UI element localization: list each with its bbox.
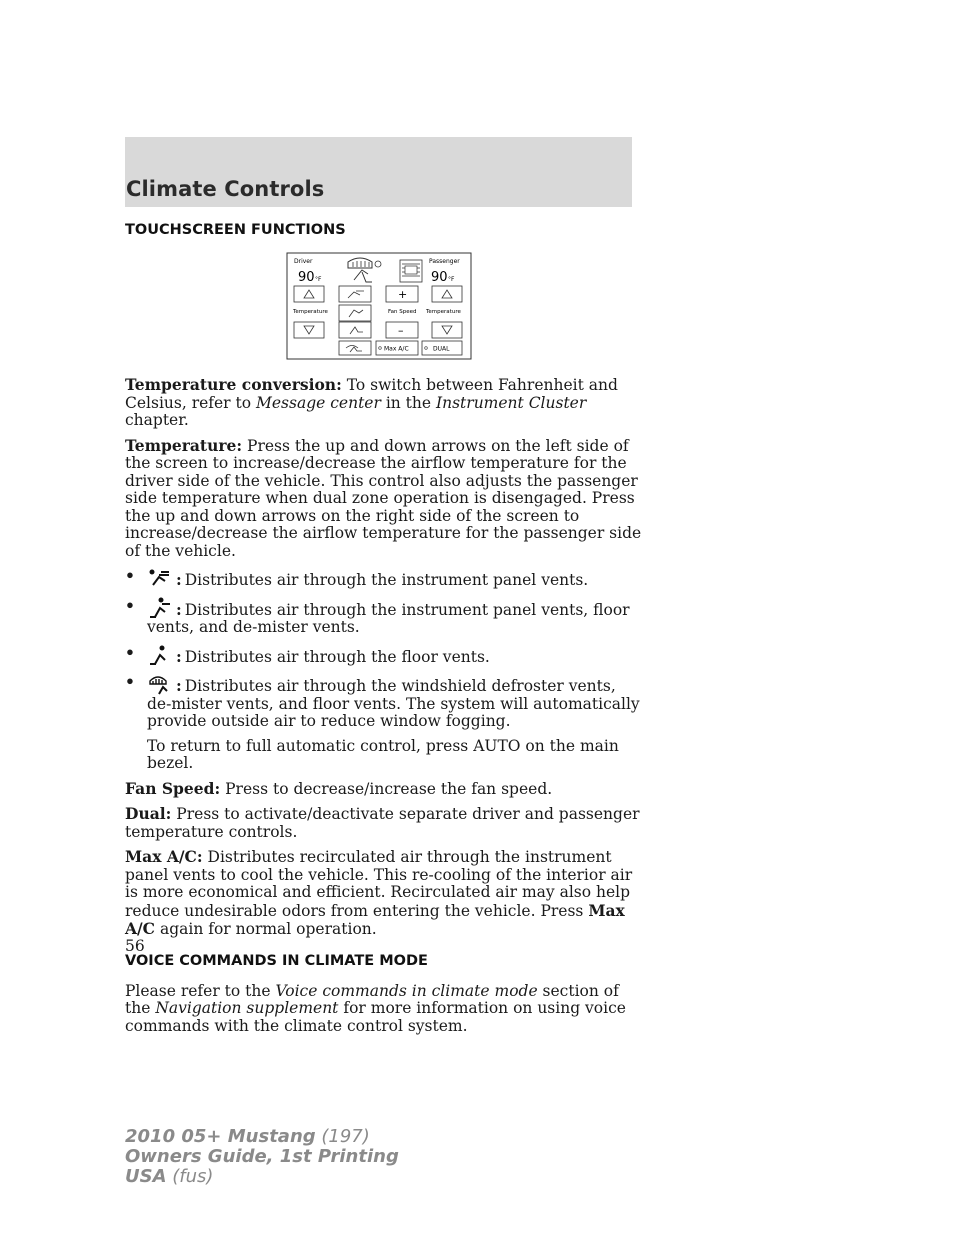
bullet-text: Distributes air through the floor vents. — [184, 647, 490, 666]
section-title-voice-commands: VOICE COMMANDS IN CLIMATE MODE — [125, 952, 428, 969]
panel-floor-vent-button[interactable] — [339, 305, 371, 321]
paragraph-text: in the — [380, 393, 436, 412]
print-footer — [125, 1127, 399, 1187]
bullet-item — [125, 673, 645, 731]
passenger-temp-unit: °F — [447, 276, 454, 283]
page-content — [125, 222, 645, 1042]
climate-touchscreen-diagram — [286, 252, 472, 360]
paragraph-text: again for normal operation. — [155, 920, 377, 938]
passenger-temperature-label: Temperature — [425, 309, 461, 315]
driver-label: Driver — [293, 258, 312, 265]
footer-market: USA — [125, 1166, 167, 1188]
dual-paragraph — [125, 805, 645, 841]
panel-vent-button[interactable] — [339, 286, 371, 302]
temperature-label: Temperature: — [125, 435, 243, 455]
section-title-touchscreen: TOUCHSCREEN FUNCTIONS — [125, 222, 346, 238]
paragraph-text: Press the up and down arrows on the left side of the screen to increase/decrease the airflow temperature for the driver side of the vehicle. This control also adjusts the passenger side temperature when dual zone operation is disengaged. Press the up and down arrows on the right side of the screen to increase/decrease the airflow temperature for the passenger side of the vehicle. — [125, 436, 642, 560]
panel-floor-vent-icon — [147, 597, 175, 619]
floor-vent-icon — [147, 644, 175, 666]
plus-symbol: + — [397, 288, 407, 301]
paragraph-text: Distributes recirculated air through the instrument panel vents to cool the vehicle. This re-cooling of the interior air is more economical and efficient. Recirculated air may also help reduce undesirable odors from entering the vehicle. Press — [125, 848, 633, 920]
passenger-label: Passenger — [428, 258, 460, 265]
temperature-conversion-paragraph — [125, 376, 645, 430]
bullet-marker: • — [125, 642, 135, 662]
message-center-ref: Message center — [256, 393, 381, 412]
paragraph-text: for more information on using voice commands with the climate control system. — [125, 999, 626, 1035]
paragraph-text: Press to decrease/increase the fan speed. — [220, 779, 553, 798]
dual-label: DUAL — [432, 345, 449, 353]
paragraph-text: chapter. — [125, 411, 189, 429]
passenger-temp-up-button[interactable] — [432, 286, 462, 302]
paragraph-text: Press to activate/deactivate separate driver and passenger temperature controls. — [125, 805, 640, 841]
bullet-marker: • — [125, 566, 135, 585]
floor-vent-button[interactable] — [339, 322, 371, 338]
voice-commands-ref: Voice commands in climate mode — [275, 981, 538, 1000]
return-auto-paragraph: To return to full automatic control, press AUTO on the main bezel. — [147, 736, 619, 772]
temperature-paragraph — [125, 437, 645, 561]
driver-temperature-label: Temperature — [292, 309, 328, 315]
temperature-conversion-label: Temperature conversion: — [125, 375, 342, 394]
bullet-item — [125, 597, 645, 637]
bullet-text: Distributes air through the instrument panel vents, floor vents, and de-mister vents. — [147, 600, 630, 636]
bullet-text: Distributes air through the windshield defroster vents, de-mister vents, and floor vents. The system will automatically provide outside air to reduce window fogging. — [147, 677, 640, 730]
driver-temp-value: 90 — [297, 270, 315, 285]
dual-label: Dual: — [125, 804, 172, 823]
fan-speed-paragraph — [125, 780, 645, 799]
fan-speed-label: Fan Speed — [387, 309, 417, 315]
max-ac-inline-bold: Max A/C — [125, 900, 625, 938]
paragraph-text: Please refer to the — [125, 981, 276, 1000]
instrument-cluster-ref: Instrument Cluster — [436, 393, 587, 412]
footer-model: 2010 05+ Mustang — [125, 1126, 316, 1147]
touchscreen-figure — [125, 252, 632, 360]
bullet-colon: : — [176, 570, 182, 589]
paragraph-text: To switch between Fahrenheit and Celsius, refer to — [125, 376, 618, 412]
driver-temp-unit: °F — [314, 276, 321, 283]
bullet-marker: • — [125, 595, 135, 615]
passenger-temp-down-button[interactable] — [432, 322, 462, 338]
chapter-header-band — [125, 137, 632, 207]
chapter-title: Climate Controls — [126, 177, 325, 201]
max-ac-label: Max A/C — [383, 345, 409, 353]
bullet-item — [125, 567, 645, 590]
bullet-marker: • — [125, 672, 135, 691]
footer-model-code: (197) — [315, 1126, 370, 1147]
bullet-item — [125, 644, 645, 667]
defrost-floor-vent-icon — [147, 673, 175, 695]
passenger-temp-value: 90 — [430, 270, 448, 285]
bullet-text: Distributes air through the instrument panel vents. — [184, 571, 589, 589]
footer-guide: Owners Guide, 1st Printing — [125, 1146, 399, 1168]
paragraph-text: section of the — [125, 981, 619, 1017]
max-ac-label: Max A/C: — [125, 847, 203, 866]
navigation-supplement-ref: Navigation supplement — [155, 999, 339, 1017]
footer-market-code: (fus) — [166, 1166, 214, 1188]
bullet-colon: : — [176, 646, 182, 666]
bullet-colon: : — [176, 676, 182, 695]
max-ac-paragraph — [125, 848, 645, 939]
bullet-colon: : — [176, 599, 182, 619]
voice-commands-paragraph — [125, 983, 645, 1036]
page-number: 56 — [125, 937, 145, 955]
fan-speed-label: Fan Speed: — [125, 778, 221, 798]
panel-vent-icon — [147, 567, 175, 589]
driver-temp-down-button[interactable] — [294, 322, 324, 338]
driver-temp-up-button[interactable] — [294, 286, 324, 302]
minus-symbol: – — [397, 324, 403, 337]
